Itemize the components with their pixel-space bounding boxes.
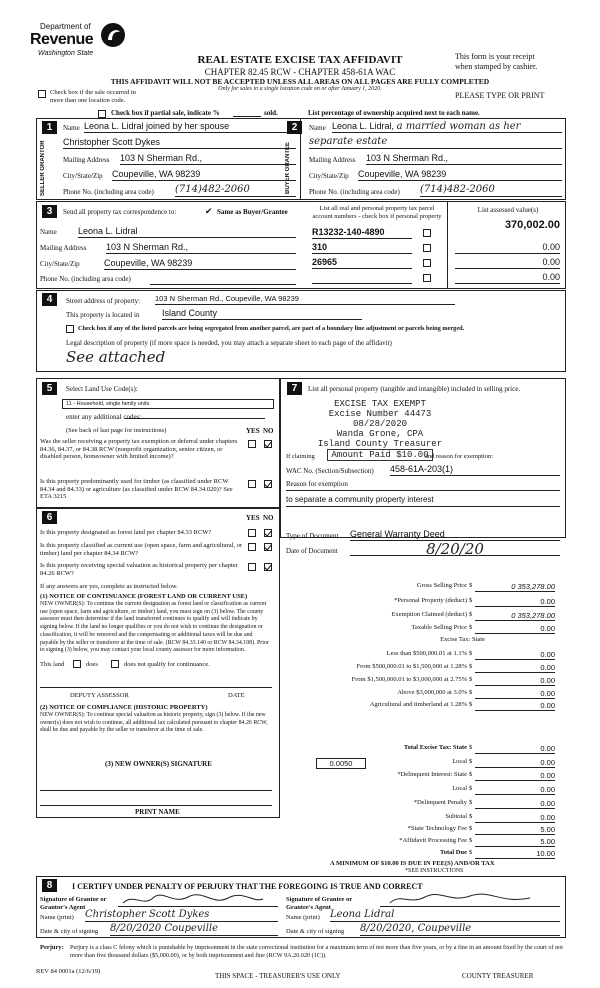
only-for-note: Only for sales in a single location code on or after January 1, 2020.	[218, 86, 382, 92]
seller-name2-field[interactable]: Christopher Scott Dykes	[63, 137, 296, 149]
doc-type-field[interactable]: General Warranty Deed	[350, 529, 560, 541]
buyer-city-field[interactable]: Coupeville, WA 98239	[358, 169, 562, 181]
tax-row	[285, 636, 555, 648]
tax-row-label: *Delinquent Penalty	[413, 799, 467, 806]
parcel-2-personal-checkbox[interactable]	[423, 244, 431, 252]
notice3-label: (3) NEW OWNER(S) SIGNATURE	[105, 760, 212, 768]
dor-swirl-icon	[100, 22, 126, 48]
doc-type-label: Type of Document	[286, 532, 339, 540]
deputy-date-label: DATE	[228, 692, 245, 699]
if-claiming-label: If claiming	[286, 453, 315, 460]
street-field[interactable]: 103 N Sherman Rd., Coupeville, WA 98239	[155, 294, 455, 305]
segregated-checkbox[interactable]	[66, 325, 74, 333]
dept-line3: Washington State	[38, 50, 94, 57]
form-title: REAL ESTATE EXCISE TAX AFFIDAVIT	[197, 54, 403, 66]
personal-property-label: List all personal property (tangible and intangible) included in selling price.	[308, 385, 521, 393]
tax-row-dollar: $	[469, 771, 473, 778]
rev-number: REV 84 0001a (12/6/19)	[36, 968, 101, 975]
tax-row-label: From $500,000.01 to $1,500,000 at 1.28%	[356, 663, 467, 670]
additional-codes-label: enter any additional codes:	[66, 413, 142, 421]
doc-date-field[interactable]: 8/20/20	[350, 540, 560, 556]
tax-row	[285, 611, 555, 623]
dor-logo	[30, 22, 130, 72]
grantor-print-label: Name (print)	[40, 914, 74, 921]
stamp-line-1: EXCISE TAX EXEMPT	[334, 399, 426, 409]
multi-location-checkbox[interactable]	[38, 90, 46, 98]
tax-row-label: *Affidavit Processing Fee	[399, 837, 467, 844]
street-label: Street address of property:	[66, 297, 141, 305]
s6-q3: Is this property receiving special valuation as historical property per chapter 84.26 RCW?	[40, 562, 238, 577]
buyer-phone-field[interactable]: (714)482-2060	[420, 184, 562, 197]
tax-row-dollar: $	[469, 701, 473, 708]
tax-row-dollar: $	[469, 582, 473, 589]
buyer-phone-label: Phone No. (including area code)	[309, 188, 400, 196]
tax-row-label: Less than $500,000.01 at 1.1%	[386, 650, 467, 657]
seller-name-field[interactable]: Leona L. Lidral joined by her spouse	[84, 121, 296, 133]
dept-line1: Department of	[40, 22, 91, 31]
s6-q2-yes-checkbox[interactable]	[248, 543, 256, 551]
tax-row-label: Subtotal	[445, 813, 467, 820]
tax-row-dollar: $	[469, 758, 473, 765]
grantee-date-label: Date & city of signing	[286, 928, 345, 935]
parcels-header: List all real and personal property tax parcel account numbers - check box if personal property	[312, 205, 442, 220]
tax-row-dollar: $	[469, 825, 473, 832]
corr-city-label: City/State/Zip	[40, 260, 80, 268]
tax-row-label: Excise Tax: State	[440, 636, 485, 643]
s5-q1-no-checkbox[interactable]	[264, 440, 272, 448]
tax-row-dollar: $	[469, 663, 473, 670]
tax-row	[285, 663, 555, 675]
s6-q1-yes-checkbox[interactable]	[248, 529, 256, 537]
grantee-date-city[interactable]: 8/20/2020, Coupeville	[360, 923, 560, 936]
stamp-line-4: Wanda Grone, CPA	[336, 429, 424, 439]
s6-no-header: NO	[263, 514, 274, 522]
ownership-pct-note: List percentage of ownership acquired next to each name.	[308, 109, 480, 117]
tax-row-dollar: $	[469, 676, 473, 683]
multi-location-label: Check box if the sale occurred in more than one location code.	[50, 89, 136, 104]
s6-yes-header: YES	[246, 514, 260, 522]
partial-pct-field[interactable]	[233, 108, 261, 117]
notice1-body: NEW OWNER(S): To continue the current designation as forest land or classification as current use (open space, farm and agriculture, or timber) land, you must sign on (3) below. The county assessor must then determine if the land transferred continues to qualify and will indicate by signing below. If the land no longer qualifies or you do not wish to continue the designation or classification, it will be removed and the compensating or additional taxes will be due and payable by the seller or transferor at the time of sale. (RCW 84.33.140 or RCW 84.34.108). Prior to signing (3) below, you may contact your local county assessor for more information.	[40, 601, 269, 654]
tax-row-dollar: $	[469, 799, 473, 806]
s6-q2-no-checkbox[interactable]	[264, 543, 272, 551]
reason-for-label: Reason for exemption	[286, 480, 348, 488]
grantee-print-label: Name (print)	[286, 914, 320, 921]
tax-row	[285, 624, 555, 636]
tax-row-value[interactable]: 10.00	[475, 849, 555, 859]
s5-yes-header: YES	[246, 427, 260, 435]
parcel-3[interactable]: 26965	[312, 257, 412, 269]
corr-name-field[interactable]: Leona L. Lidral	[78, 226, 296, 238]
s5-q2: Is this property predominantly used for timber (as classified under RCW 84.34 and 84.33) or agriculture (as classified under RCW 84.34.020)? See ETA 3215	[40, 478, 233, 500]
tax-row	[285, 650, 555, 662]
buyer-city-label: City/State/Zip	[309, 172, 349, 180]
stamp-line-5: Island County Treasurer	[317, 439, 443, 449]
section-2-number: 2	[287, 121, 302, 134]
corr-phone-label: Phone No. (including area code)	[40, 275, 131, 283]
buyer-mailing-field[interactable]: 103 N Sherman Rd.,	[366, 153, 562, 165]
tax-row-label: Exemption Claimed (deduct)	[391, 611, 467, 618]
buyer-name-label: Name	[309, 124, 326, 132]
perjury-title: Perjury:	[40, 944, 64, 951]
buyer-name-hand: a married woman as her	[396, 121, 521, 132]
assessed-3[interactable]: 0.00	[455, 257, 560, 269]
corr-name-label: Name	[40, 228, 57, 236]
exempt-stamp	[305, 399, 455, 461]
notice2-title: (2) NOTICE OF COMPLIANCE (HISTORIC PROPERTY)	[40, 704, 208, 711]
tax-row-label: *Delinquent Interest: State	[397, 771, 467, 778]
tax-row-value[interactable]: 0.00	[475, 663, 555, 673]
please-type: PLEASE TYPE OR PRINT	[455, 91, 545, 100]
partial-sale-checkbox[interactable]	[98, 110, 106, 118]
tax-row-value[interactable]: 0.00	[475, 689, 555, 699]
tax-row-value[interactable]: 0.00	[475, 744, 555, 754]
corr-mailing-field[interactable]: 103 N Sherman Rd.,	[106, 242, 296, 254]
tax-row-dollar: $	[469, 785, 473, 792]
buyer-name-text: Leona L. Lidral,	[332, 121, 395, 131]
located-label: This property is located in	[66, 311, 140, 319]
tax-row-label: Total Due	[439, 849, 467, 856]
section-8-number: 8	[42, 879, 57, 892]
tax-row-dollar: $	[469, 849, 473, 856]
see-instructions-note: *SEE INSTRUCTIONS	[405, 868, 464, 874]
land-use-label: Select Land Use Code(s):	[66, 385, 138, 393]
owner-sign-line-2[interactable]	[40, 805, 272, 806]
treasurer-space: THIS SPACE - TREASURER'S USE ONLY	[215, 972, 341, 980]
tax-row	[285, 676, 555, 688]
grantee-sig-label: Signature of Grantee or Grantee's Agent	[286, 896, 353, 911]
tax-row	[285, 771, 555, 783]
tax-row-dollar: $	[469, 650, 473, 657]
minimum-note: A MINIMUM OF $10.00 IS DUE IN FEE(S) AND/OR TAX	[330, 860, 495, 867]
tax-row-dollar: $	[469, 689, 473, 696]
s6-if-yes: If any answers are yes, complete as instructed below.	[40, 583, 178, 590]
tax-row	[285, 744, 555, 756]
buyer-side-label: BUYER GRANTEE	[285, 142, 291, 195]
form-warning: THIS AFFIDAVIT WILL NOT BE ACCEPTED UNLESS ALL AREAS ON ALL PAGES ARE FULLY COMPLETED	[110, 77, 490, 86]
grantor-signature[interactable]	[118, 893, 278, 907]
tax-row-label: *State Technology Fee	[407, 825, 467, 832]
parcel-1[interactable]: R13232-140-4890	[312, 227, 412, 239]
receipt-line2: when stamped by cashier.	[455, 62, 538, 71]
same-as-buyer-label: Same as Buyer/Grantee	[217, 208, 288, 216]
s6-q3-no-checkbox[interactable]	[264, 563, 272, 571]
corr-city-field[interactable]: Coupeville, WA 98239	[104, 258, 296, 270]
corr-mailing-label: Mailing Address	[40, 244, 87, 252]
seller-mailing-field[interactable]: 103 N Sherman Rd.,	[120, 153, 296, 165]
seller-phone-field[interactable]: (714)482-2060	[175, 184, 296, 197]
dept-line2: Revenue	[30, 31, 94, 48]
tax-row-value[interactable]: 0.00	[475, 624, 555, 634]
s6-q1: Is this property designated as forest land per chapter 84.33 RCW?	[40, 529, 212, 536]
seller-side-label: SELLER GRANTOR	[40, 140, 46, 196]
reason-exemption-label: and reason for exemption:	[425, 453, 494, 460]
assessed-4[interactable]: 0.00	[455, 272, 560, 284]
sold-label: sold.	[264, 109, 278, 117]
owner-sign-line[interactable]	[40, 790, 272, 791]
grantee-name-print[interactable]: Leona Lidral	[330, 909, 560, 922]
buyer-name-field[interactable]	[332, 121, 562, 133]
buyer-name2-field[interactable]: separate estate	[309, 136, 562, 149]
tax-row	[285, 837, 555, 849]
parcel-4[interactable]	[312, 272, 412, 284]
partial-sale-label: Check box if partial sale, indicate %	[111, 109, 220, 117]
stamp-line-6: Amount Paid $10.00	[327, 449, 432, 461]
seller-mailing-label: Mailing Address	[63, 156, 110, 164]
tax-row-value[interactable]: 0.00	[475, 771, 555, 781]
stamp-line-2: Excise Number 44473	[328, 409, 432, 419]
tax-row-label: Above $3,000,000 at 3.0%	[397, 689, 467, 696]
section-4-number: 4	[42, 293, 57, 306]
tax-row-dollar: $	[469, 813, 473, 820]
grantor-name-print[interactable]: Christopher Scott Dykes	[85, 909, 278, 922]
tax-row-label: From $1,500,000.01 to $3,000,000 at 2.75%	[351, 676, 467, 683]
seller-phone-label: Phone No. (including area code)	[63, 188, 154, 196]
s6-q1-no-checkbox[interactable]	[264, 529, 272, 537]
tax-row-dollar: $	[469, 744, 473, 751]
reason-line-1[interactable]	[286, 490, 560, 491]
does-not-checkbox[interactable]	[111, 660, 119, 668]
notice1-title: (1) NOTICE OF CONTINUANCE (FOREST LAND OR CURRENT USE)	[40, 593, 248, 600]
s5-q1: Was the seller receiving a property tax exemption or deferral under chapters 84.36, 84.37, or 84.38 RCW (nonprofit organization, senior citizen, or disabled person, homeowner with limited income)?	[40, 438, 238, 460]
deputy-label: DEPUTY ASSESSOR	[70, 692, 129, 699]
s5-q2-no-checkbox[interactable]	[264, 480, 272, 488]
buyer-mailing-label: Mailing Address	[309, 156, 356, 164]
form-chapter: CHAPTER 82.45 RCW - CHAPTER 458-61A WAC	[204, 67, 396, 77]
section-5-number: 5	[42, 382, 57, 395]
tax-row	[285, 799, 555, 811]
send-correspondence-label: Send all property tax correspondence to:	[63, 208, 177, 216]
doc-date-label: Date of Document	[286, 547, 338, 555]
does-not-label: does not qualify for continuance.	[124, 661, 210, 668]
tax-row-label: Gross Selling Price	[416, 582, 467, 589]
tax-row-value[interactable]: 0.00	[475, 758, 555, 768]
tax-row	[285, 825, 555, 837]
additional-codes-field[interactable]	[125, 410, 265, 419]
tax-row-value[interactable]: 0.00	[475, 785, 555, 795]
assessed-2[interactable]: 0.00	[455, 242, 560, 254]
tax-row-label: Taxable Selling Price	[411, 624, 467, 631]
segregated-label: Check box if any of the listed parcels are being segregated from another parcel, are part of a boundary line adjustment or parcels being merged.	[78, 325, 465, 332]
wac-field[interactable]: 458-61A-203(1)	[390, 464, 560, 476]
s5-q2-yes-checkbox[interactable]	[248, 480, 256, 488]
tax-row-dollar: $	[469, 597, 473, 604]
local-rate-box[interactable]: 0.0050	[316, 758, 366, 769]
tax-row-value[interactable]: 0.00	[475, 597, 555, 607]
tax-row-dollar: $	[469, 624, 473, 631]
parcel-4-personal-checkbox[interactable]	[423, 274, 431, 282]
grantor-sig-label: Signature of Grantor or Grantor's Agent	[40, 896, 107, 911]
tax-row-value[interactable]: 5.00	[475, 837, 555, 847]
parcel-1-personal-checkbox[interactable]	[423, 229, 431, 237]
grantor-date-label: Date & city of signing	[40, 928, 99, 935]
section-6-number: 6	[42, 511, 57, 524]
assessed-header: List assessed value(s)	[477, 206, 539, 214]
tax-row-label: Total Excise Tax: State	[403, 744, 467, 751]
s5-q1-yes-checkbox[interactable]	[248, 440, 256, 448]
tax-row-label: *Personal Property (deduct)	[394, 597, 467, 604]
tax-row-dollar: $	[469, 611, 473, 618]
tax-row-label: Local	[452, 785, 467, 792]
tax-row-value[interactable]: 0 353,278.00	[475, 611, 555, 621]
same-as-buyer-check-icon[interactable]: ✔	[205, 206, 213, 216]
tax-row-value[interactable]: 0.00	[475, 799, 555, 809]
county-treasurer: COUNTY TREASURER	[462, 972, 534, 980]
tax-row-label: Local	[452, 758, 467, 765]
corr-phone-field[interactable]	[150, 273, 296, 285]
tax-row-value[interactable]: 0 353,278.00	[475, 582, 555, 592]
grantor-date-city[interactable]: 8/20/2020 Coupeville	[110, 923, 278, 936]
reason-field[interactable]: to separate a community property interest	[286, 495, 560, 507]
seller-city-label: City/State/Zip	[63, 172, 103, 180]
s6-q3-yes-checkbox[interactable]	[248, 563, 256, 571]
tax-row	[285, 689, 555, 701]
tax-row-value[interactable]: 0.00	[475, 650, 555, 660]
perjury-text: Perjury is a class C felony which is punishable by imprisonment in the state correctional institution for a maximum term of not more than five years, or by a fine in an amount fixed by the court of not more than five thousand dollars ($5,000.00), or by both imprisonment and fine (RCW 9A.20.020 (1C)).	[70, 944, 563, 959]
section-7-number: 7	[287, 382, 302, 395]
section-1-number: 1	[42, 121, 57, 134]
certify-statement: I CERTIFY UNDER PENALTY OF PERJURY THAT THE FOREGOING IS TRUE AND CORRECT	[72, 882, 423, 891]
section-3-number: 3	[42, 205, 57, 218]
see-back-note: (See back of last page for instructions)	[66, 427, 167, 434]
tax-row-dollar: $	[469, 837, 473, 844]
seller-name-label: Name	[63, 124, 80, 132]
receipt-line1: This form is your receipt	[455, 52, 535, 61]
tax-row-label: Agricultural and timberland at 1.28%	[369, 701, 467, 708]
tax-row	[285, 582, 555, 594]
seller-city-field[interactable]: Coupeville, WA 98239	[112, 169, 296, 181]
wac-label: WAC No. (Section/Subsection)	[286, 467, 374, 475]
tax-row	[285, 785, 555, 797]
this-land-label: This land	[40, 661, 65, 668]
assessed-1[interactable]: 370,002.00	[504, 219, 560, 231]
land-use-select[interactable]: 11 - Household, single family units	[62, 399, 274, 409]
tax-row-value[interactable]: 0.00	[475, 813, 555, 823]
grantee-signature[interactable]	[380, 891, 560, 907]
tax-row-value[interactable]: 0.00	[475, 701, 555, 711]
does-label: does	[86, 661, 98, 668]
tax-row-value[interactable]: 5.00	[475, 825, 555, 835]
s5-no-header: NO	[263, 427, 274, 435]
print-name-label: PRINT NAME	[135, 808, 180, 816]
tax-row	[285, 701, 555, 713]
notice2-body: NEW OWNER(S): To continue special valuation as historic property, sign (3) below. If the new owner(s) does not wish to continue, all additional tax calculated pursuant to chapter 84.26 RCW, shall be due and payable by the seller or transferor at the time of sale.	[40, 712, 268, 734]
tax-row	[285, 597, 555, 609]
does-checkbox[interactable]	[73, 660, 81, 668]
parcel-3-personal-checkbox[interactable]	[423, 259, 431, 267]
county-field[interactable]: Island County	[162, 308, 362, 320]
legal-desc-field[interactable]: See attached	[66, 348, 166, 366]
stamp-line-3: 08/28/2020	[352, 419, 407, 429]
tax-row-value[interactable]: 0.00	[475, 676, 555, 686]
s6-q2: Is this property classified as current use (open space, farm and agricultural, or timber) land per chapter 84.34 RCW?	[40, 542, 243, 557]
legal-desc-label: Legal description of property (if more space is needed, you may attach a separate sheet to each page of the affidavit)	[66, 339, 392, 347]
parcel-2[interactable]: 310	[312, 242, 412, 254]
deputy-sign-line[interactable]	[40, 687, 272, 688]
tax-row	[285, 813, 555, 825]
